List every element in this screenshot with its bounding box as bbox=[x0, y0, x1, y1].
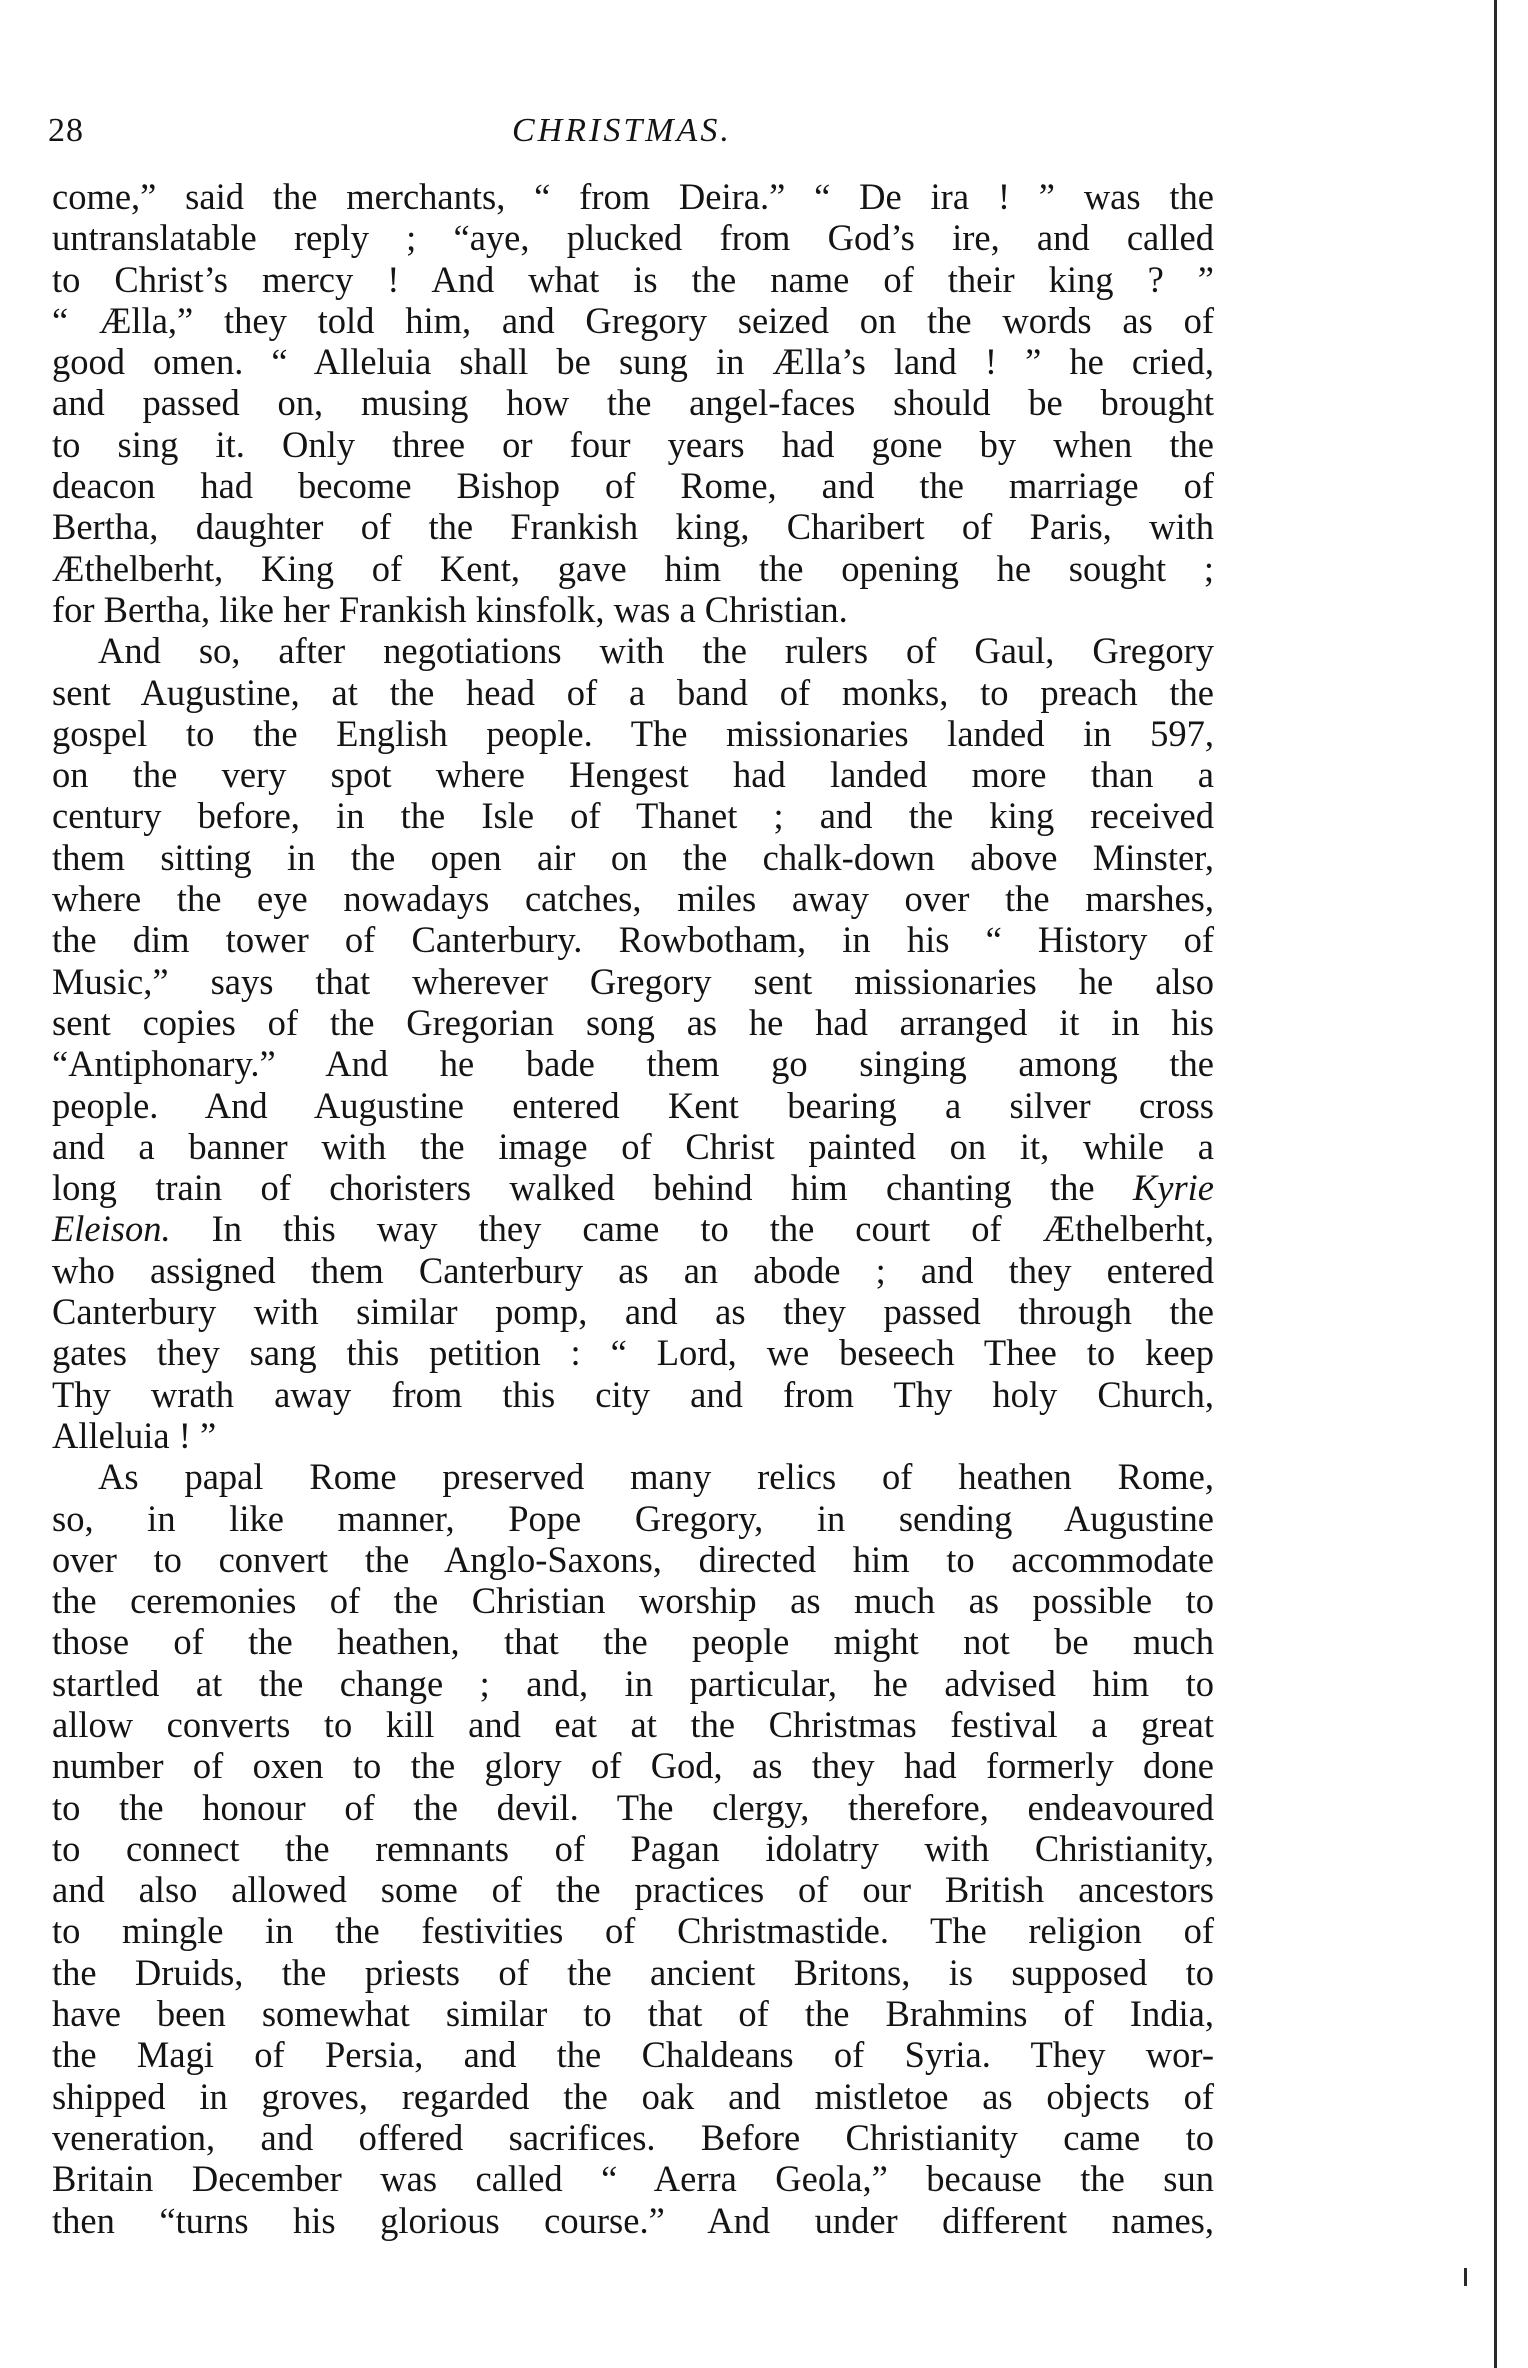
text-line: to Christ’s mercy ! And what is the name of their king ? ” bbox=[52, 258, 1214, 300]
text-fragment: long train of choristers walked behind him chanting the bbox=[52, 1167, 1095, 1209]
text-line: “ Ælla,” they told him, and Gregory seized on the words as of bbox=[52, 299, 1214, 341]
text-line: Thy wrath away from this city and from Thy holy Church, bbox=[52, 1373, 1214, 1415]
text-line: allow converts to kill and eat at the Christmas festival a great bbox=[52, 1703, 1214, 1745]
text-line: deacon had become Bishop of Rome, and the marriage of bbox=[52, 465, 1214, 507]
text-line: veneration, and offered sacrifices. Before Christianity came to bbox=[52, 2116, 1214, 2158]
text-line: the Magi of Persia, and the Chaldeans of Syria. They wor- bbox=[52, 2034, 1214, 2076]
text-line: where the eye nowadays catches, miles away over the marshes, bbox=[52, 878, 1214, 920]
body-text bbox=[52, 176, 1214, 2241]
text-line: “Antiphonary.” And he bade them go singing among the bbox=[52, 1043, 1214, 1085]
text-line: those of the heathen, that the people might not be much bbox=[52, 1621, 1214, 1663]
text-line: untranslatable reply ; “aye, plucked from God’s ire, and called bbox=[52, 217, 1214, 259]
text-line: to mingle in the festivities of Christmastide. The religion of bbox=[52, 1910, 1214, 1952]
margin-mark bbox=[1464, 2268, 1467, 2286]
text-line: Britain December was called “ Aerra Geola,” because the sun bbox=[52, 2158, 1214, 2200]
text-line: and a banner with the image of Christ painted on it, while a bbox=[52, 1125, 1214, 1167]
text-line: gates they sang this petition : “ Lord, we beseech Thee to keep bbox=[52, 1332, 1214, 1374]
text-fragment: In this way they came to the court of Æthelberht, bbox=[211, 1208, 1214, 1250]
text-line: then “turns his glorious course.” And under different names, bbox=[52, 2199, 1214, 2241]
text-line: come,” said the merchants, “ from Deira.” “ De ira ! ” was the bbox=[52, 176, 1214, 217]
text-line: Music,” says that wherever Gregory sent missionaries he also bbox=[52, 960, 1214, 1002]
text-line: them sitting in the open air on the chalk-down above Minster, bbox=[52, 836, 1214, 878]
text-line: have been somewhat similar to that of the Brahmins of India, bbox=[52, 1993, 1214, 2035]
text-line: startled at the change ; and, in particular, he advised him to bbox=[52, 1662, 1214, 1704]
text-line: to the honour of the devil. The clergy, therefore, endeavoured bbox=[52, 1786, 1214, 1828]
running-head: CHRISTMAS. bbox=[512, 112, 732, 149]
text-line: people. And Augustine entered Kent bearing a silver cross bbox=[52, 1084, 1214, 1126]
text-line: And so, after negotiations with the rulers of Gaul, Gregory bbox=[98, 630, 1214, 672]
text-line: and also allowed some of the practices of our British ancestors bbox=[52, 1869, 1214, 1911]
text-line: Canterbury with similar pomp, and as they passed through the bbox=[52, 1291, 1214, 1333]
text-line bbox=[52, 1167, 1214, 1208]
page-number: 28 bbox=[48, 112, 84, 149]
text-line: As papal Rome preserved many relics of heathen Rome, bbox=[98, 1456, 1214, 1498]
text-line: gospel to the English people. The missionaries landed in 597, bbox=[52, 712, 1214, 754]
text-line: to sing it. Only three or four years had gone by when the bbox=[52, 423, 1214, 465]
text-line: the dim tower of Canterbury. Rowbotham, in his “ History of bbox=[52, 919, 1214, 961]
text-line: the Druids, the priests of the ancient Britons, is supposed to bbox=[52, 1951, 1214, 1993]
italic-term: Eleison. bbox=[52, 1208, 171, 1250]
text-line: on the very spot where Hengest had landed more than a bbox=[52, 754, 1214, 796]
text-line: and passed on, musing how the angel-faces should be brought bbox=[52, 382, 1214, 424]
text-line bbox=[52, 1208, 1214, 1249]
text-line: sent copies of the Gregorian song as he had arranged it in his bbox=[52, 1001, 1214, 1043]
text-line: sent Augustine, at the head of a band of monks, to preach the bbox=[52, 671, 1214, 713]
text-line: Bertha, daughter of the Frankish king, Charibert of Paris, with bbox=[52, 506, 1214, 548]
text-line: century before, in the Isle of Thanet ; and the king received bbox=[52, 795, 1214, 837]
text-line: number of oxen to the glory of God, as they had formerly done bbox=[52, 1745, 1214, 1787]
text-line: the ceremonies of the Christian worship as much as possible to bbox=[52, 1580, 1214, 1622]
text-line: who assigned them Canterbury as an abode ; and they entered bbox=[52, 1249, 1214, 1291]
italic-term: Kyrie bbox=[1132, 1167, 1214, 1209]
text-line: so, in like manner, Pope Gregory, in sending Augustine bbox=[52, 1497, 1214, 1539]
text-line: over to convert the Anglo-Saxons, directed him to accommodate bbox=[52, 1538, 1214, 1580]
text-line: Alleluia ! ” bbox=[52, 1414, 217, 1456]
text-line: shipped in groves, regarded the oak and mistletoe as objects of bbox=[52, 2075, 1214, 2117]
text-line: to connect the remnants of Pagan idolatry with Christianity, bbox=[52, 1827, 1214, 1869]
text-line: good omen. “ Alleluia shall be sung in Ælla’s land ! ” he cried, bbox=[52, 341, 1214, 383]
text-line: Æthelberht, King of Kent, gave him the opening he sought ; bbox=[52, 547, 1214, 589]
text-line: for Bertha, like her Frankish kinsfolk, was a Christian. bbox=[52, 588, 848, 630]
page-edge-line bbox=[1494, 0, 1497, 2368]
